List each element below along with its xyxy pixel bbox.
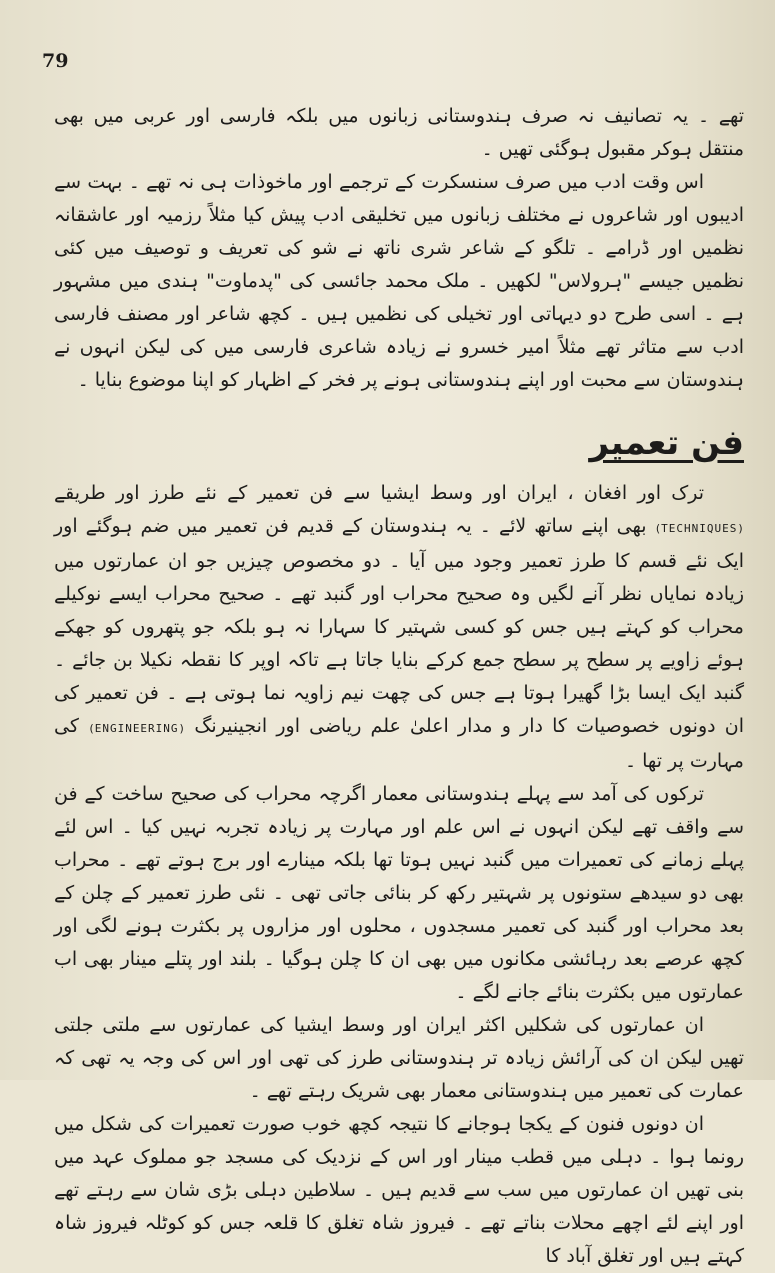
paragraph-text: ترک اور افغان ، ایران اور وسط ایشیا سے فن تعمیر کے نئے طرز اور طریقے	[54, 482, 704, 504]
body-text	[54, 100, 744, 1273]
paragraph: ان دونوں فنون کے یکجا ہوجانے کا نتیجہ کچھ خوب صورت تعمیرات کی شکل میں رونما ہوا ۔ دہلی میں قطب مینار اور اس کے نزدیک کی مسجد جو مملوک عہد میں بنی تھیں ان عمارتوں میں سب سے قدیم ہیں ۔ سلاطین دہلی بڑی شان سے رہتے تھے اور اپنے لئے اچھے محلات بناتے تھے ۔ فیروز شاہ تغلق کا قلعہ جس کو کوٹلہ فیروز شاہ کہتے ہیں اور تغلق آباد کا	[54, 1113, 744, 1267]
paragraph: تھے ۔ یہ تصانیف نہ صرف ہندوستانی زبانوں میں بلکہ فارسی اور عربی میں بھی منتقل ہوکر مقبول ہوگئی تھیں ۔	[54, 105, 744, 160]
section-heading: فن تعمیر	[589, 423, 744, 463]
paragraph-text: بھی اپنے ساتھ لائے ۔ یہ ہندوستان کے قدیم فن تعمیر میں ضم ہوگئے اور ایک نئے قسم کا طرز تعمیر وجود میں آیا ۔ دو مخصوص چیزیں جو ان عمارتوں میں زیادہ نمایاں نظر آنے لگیں وہ صحیح محراب اور گنبد تھے ۔ صحیح محراب ایسے نوکیلے محراب کو کہتے ہیں جس کو کسی شہتیر کا سہارا نہ ہو بلکہ جو پتھروں کو جھکے ہوئے زاویے پر سطح پر سطح جمع کرکے بنایا جاتا ہے تاکہ اوپر کا نقطہ نکیلا بن جائے ۔ گنبد ایک ایسا بڑا گھیرا ہوتا ہے جس کی چھت نیم زاویہ نما ہوتی ہے ۔ فن تعمیر کی ان دونوں خصوصیات کا دار و مدار اعلیٰ علم ریاضی اور انجینیرنگ	[54, 515, 744, 737]
paragraph: اس وقت ادب میں صرف سنسکرت کے ترجمے اور ماخوذات ہی نہ تھے ۔ بہت سے ادیبوں اور شاعروں نے مختلف زبانوں میں تخلیقی ادب پیش کیا مثلاً رزمیہ اور عاشقانہ نظمیں اور ڈرامے ۔ تلگو کے شاعر شری ناتھ نے شو کی تعریف و توصیف میں کئی نظمیں جیسے "ہرولاس" لکھیں ۔ ملک محمد جائسی کی "پدماوت" ہندی میں مشہور ہے ۔ اسی طرح دو دیہاتی اور تخیلی کی نظمیں ہیں ۔ کچھ شاعر اور مصنف فارسی ادب سے متاثر تھے مثلاً امیر خسرو نے زیادہ شاعری فارسی میں کی لیکن انہوں نے ہندوستان سے محبت اور اپنے ہندوستانی ہونے پر فخر کے اظہار کو اپنا موضوع بنایا ۔	[54, 171, 744, 391]
latin-term-techniques: (TECHNIQUES)	[654, 522, 744, 535]
page-number: 79	[42, 50, 69, 72]
paragraph: ترکوں کی آمد سے پہلے ہندوستانی معمار اگرچہ محراب کی صحیح ساخت کے فن سے واقف تھے لیکن انہوں نے اس علم اور مہارت پر زیادہ تجربہ نہیں کیا ۔ اس لئے پہلے زمانے کی تعمیرات میں گنبد نہیں ہوتا تھا بلکہ مینارے اور برج ہوتے تھے ۔ محراب بھی دو سیدھے ستونوں پر شہتیر رکھ کر بنائی جاتی تھی ۔ نئی طرز تعمیر کے چلن کے بعد محراب اور گنبد کی تعمیر مسجدوں ، محلوں اور مزاروں پر بکثرت ہونے لگی اور کچھ عرصے بعد رہائشی مکانوں میں بھی ان کا چلن ہوگیا ۔ بلند اور پتلے مینار بھی اب عمارتوں میں بکثرت بنائے جانے لگے ۔	[54, 783, 744, 1003]
paragraph-techniques	[54, 477, 744, 778]
paragraph-text: کی مہارت پر تھا ۔	[54, 715, 744, 772]
paragraph: ان عمارتوں کی شکلیں اکثر ایران اور وسط ایشیا کی عمارتوں سے ملتی جلتی تھیں لیکن ان کی آرائش زیادہ تر ہندوستانی طرز کی تھی اور اس کی وجہ یہ تھی کہ عمارت کی تعمیر میں ہندوستانی معمار بھی شریک رہتے تھے ۔	[54, 1014, 744, 1102]
latin-term-engineering: (ENGINEERING)	[88, 722, 186, 735]
